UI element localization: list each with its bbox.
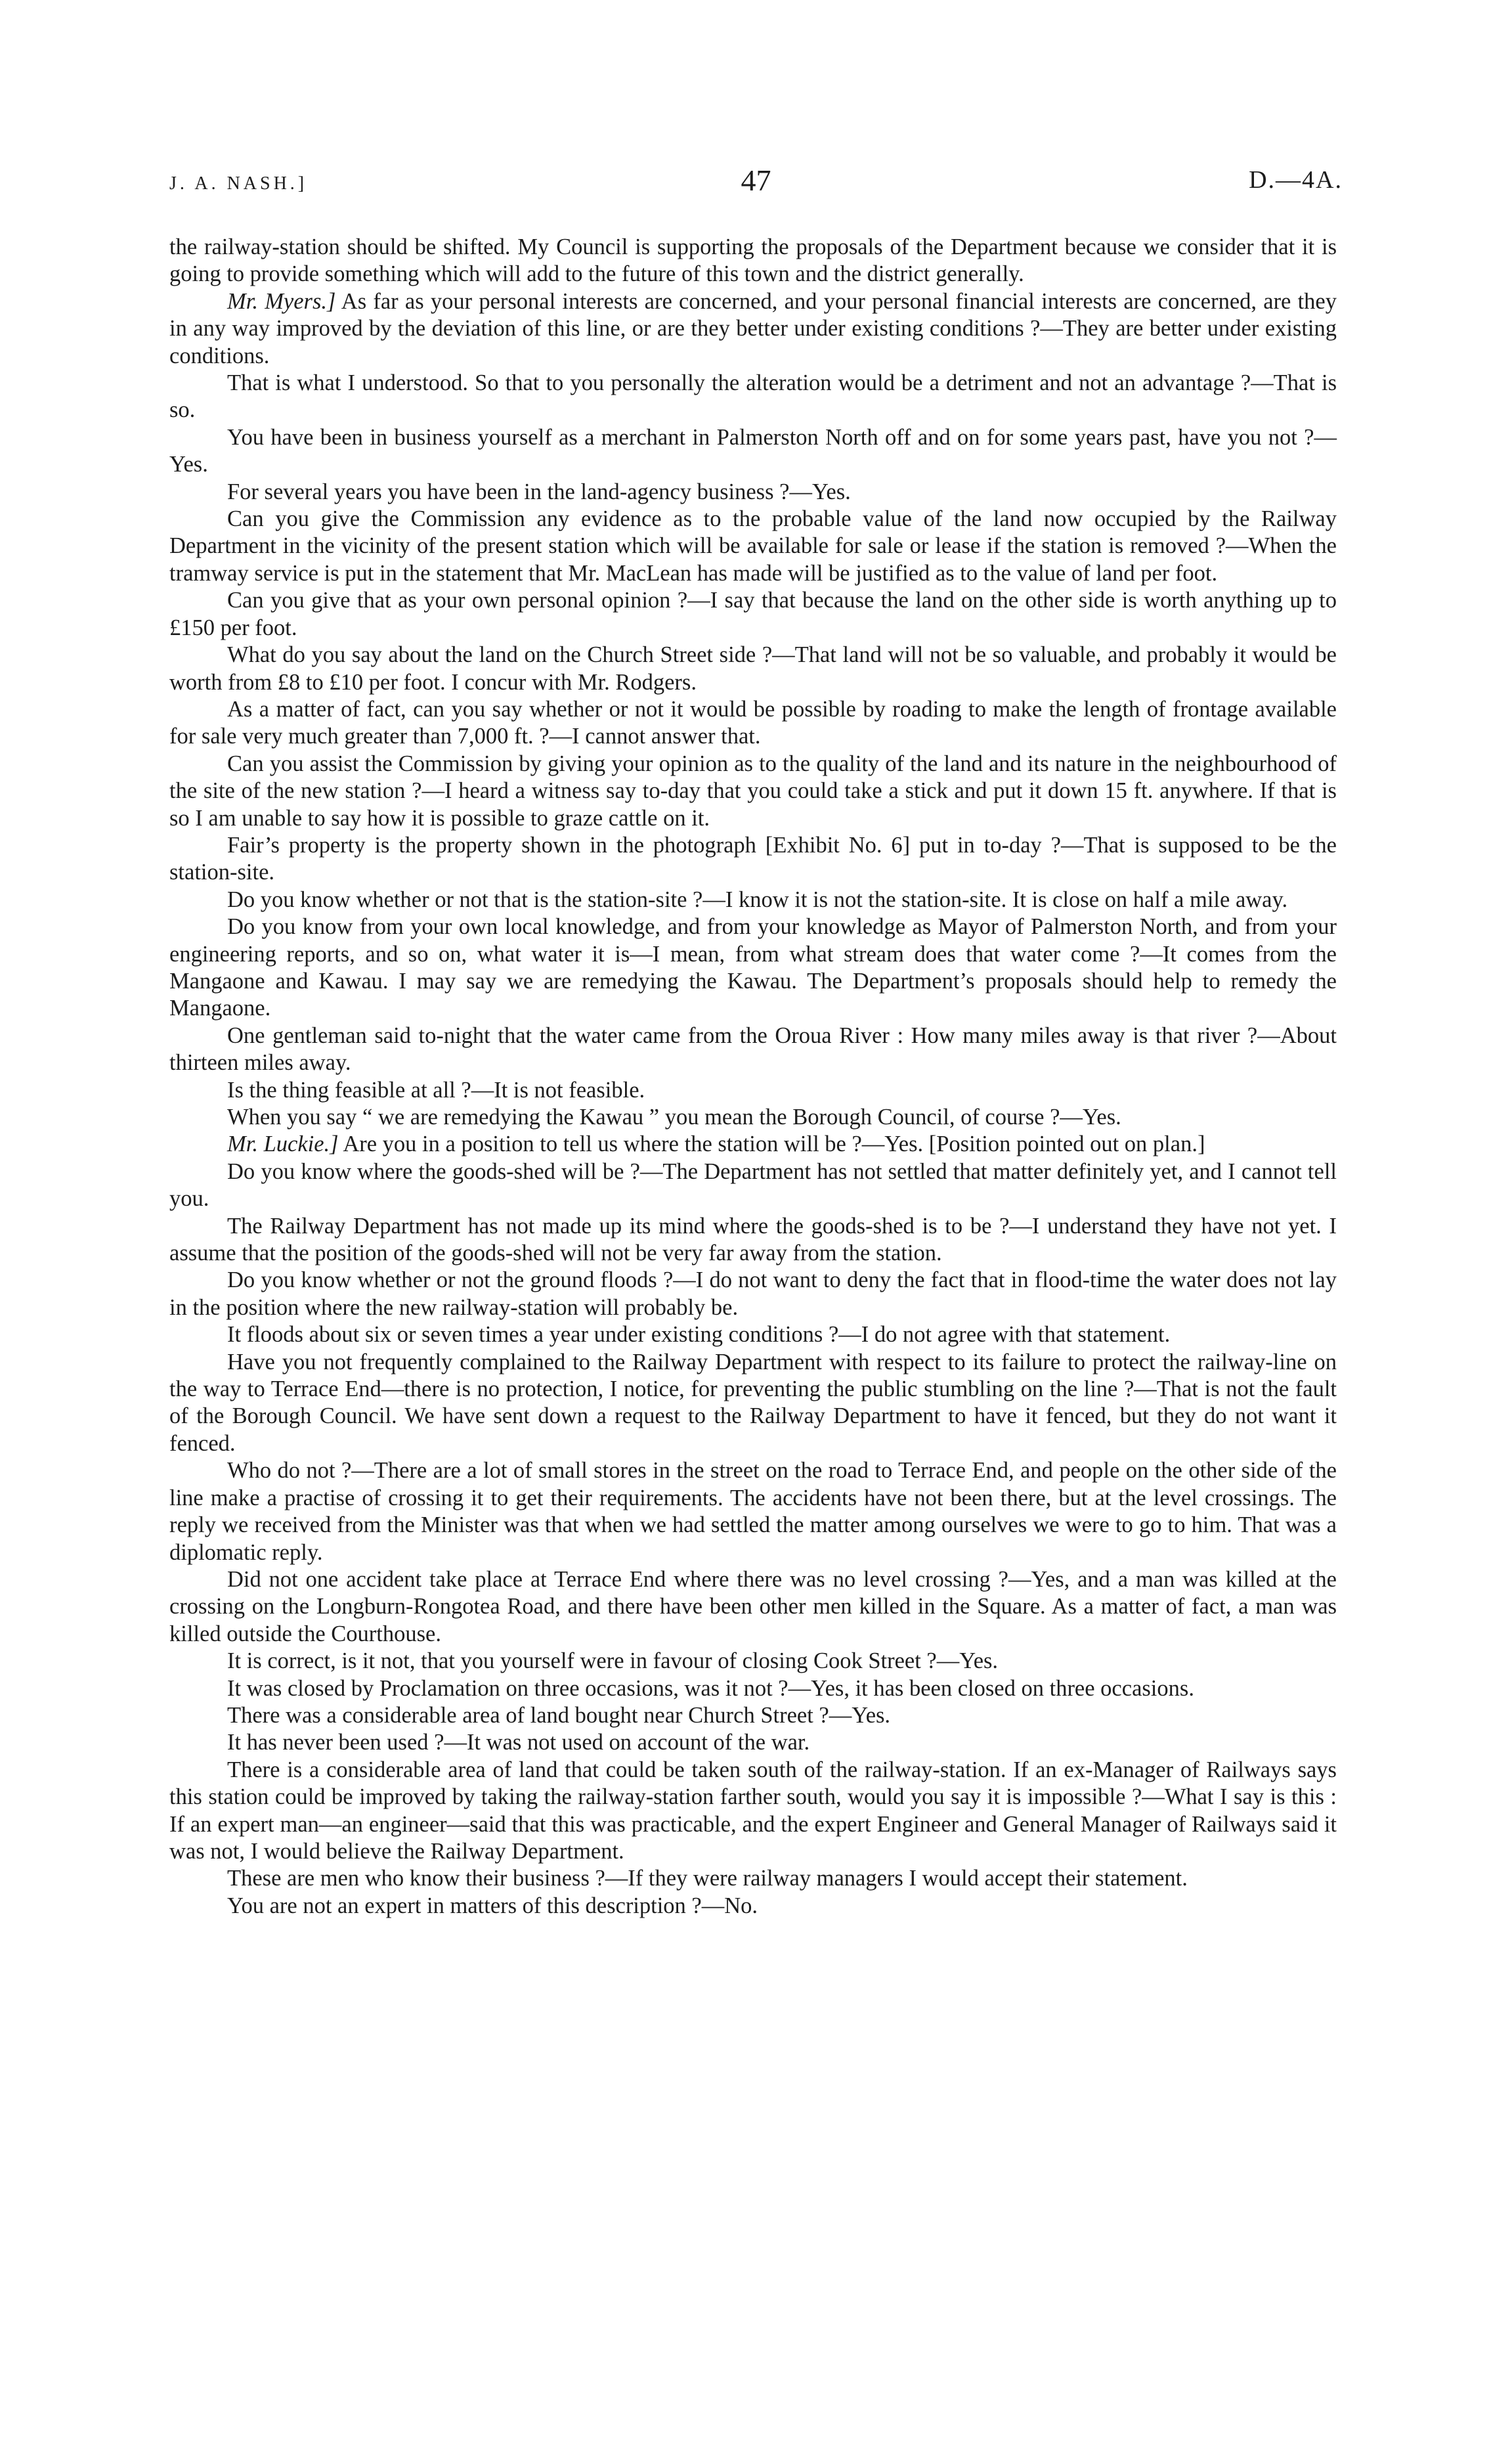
testimony-body bbox=[169, 234, 1337, 1920]
paragraph: Can you assist the Commission by giving your opinion as to the quality of the land and its nature in the neighbourhood of the site of the new station ?—I heard a witness say to-day that you could take a stick and put it down 15 ft. anywhere. If that is so I am unable to say how it is possible to graze cattle on it. bbox=[169, 751, 1337, 831]
paragraph: Can you give that as your own personal opinion ?—I say that because the land on the other side is worth anything up to £150 per foot. bbox=[169, 588, 1337, 640]
paragraph: There is a considerable area of land that could be taken south of the railway-station. If an ex-Manager of Railways says this station could be improved by taking the railway-station farther south, would you say it is impossible ?—What I say is this : If an expert man—an engineer—said that this was practicable, and the expert Engineer and General Manager of Railways said it was not, I would believe the Railway Department. bbox=[169, 1757, 1337, 1864]
speaker-label: Mr. Myers.] bbox=[227, 288, 336, 314]
paragraph: It is correct, is it not, that you yourself were in favour of closing Cook Street ?—Yes. bbox=[227, 1648, 999, 1674]
paragraph: Did not one accident take place at Terrace End where there was no level crossing ?—Yes, and a man was killed at the crossing on the Longburn-Rongotea Road, and there have been other men killed in the Square. As a matter of fact, a man was killed outside the Courthouse. bbox=[169, 1566, 1337, 1646]
paragraph: Do you know where the goods-shed will be ?—The Department has not settled that matter definitely yet, and I cannot tell you. bbox=[169, 1158, 1337, 1212]
paragraph: These are men who know their business ?—If they were railway managers I would accept their statement. bbox=[227, 1866, 1188, 1891]
paragraph: Do you know whether or not that is the station-site ?—I know it is not the station-site. It is close on half a mile away. bbox=[227, 887, 1288, 912]
paragraph: As a matter of fact, can you say whether or not it would be possible by roading to make the length of frontage available for sale very much greater than 7,000 ft. ?—I cannot answer that. bbox=[169, 696, 1337, 749]
paragraph: Do you know from your own local knowledge, and from your knowledge as Mayor of Palmerston North, and from your engineering reports, and so on, what water it is—I mean, from what stream does that water come ?—It comes from the Mangaone and Kawau. I may say we are remedying the Kawau. The Department’s proposals should help to remedy the Mangaone. bbox=[169, 914, 1337, 1021]
paragraph: the railway-station should be shifted. My Council is supporting the proposals of the Department because we consider that it is going to provide something which will add to the future of this town and the district generally. bbox=[169, 234, 1337, 287]
paragraph: It was closed by Proclamation on three occasions, was it not ?—Yes, it has been closed on three occasions. bbox=[227, 1675, 1194, 1701]
paragraph: Mr. Myers.] As far as your personal interests are concerned, and your personal financial interests are concerned, are they in any way improved by the deviation of this line, or are they better under existing conditions ?—They are better under existing conditions. bbox=[169, 288, 1337, 368]
paragraph: When you say “ we are remedying the Kawau ” you mean the Borough Council, of course ?—Yes. bbox=[227, 1105, 1121, 1130]
paragraph: Mr. Luckie.] Are you in a position to tell us where the station will be ?—Yes. [Position pointed out on plan.] bbox=[227, 1132, 1205, 1157]
paragraph: It floods about six or seven times a year under existing conditions ?—I do not agree with that statement. bbox=[227, 1322, 1171, 1348]
paragraph: Can you give the Commission any evidence as to the probable value of the land now occupied by the Railway Department in the vicinity of the present station which will be available for sale or lease if the station is removed ?—When the tramway service is put in the statement that Mr. MacLean has made will be justified as to the value of land per foot. bbox=[169, 506, 1337, 586]
speaker-label: Mr. Luckie.] bbox=[227, 1132, 339, 1157]
paragraph: It has never been used ?—It was not used on account of the war. bbox=[227, 1730, 810, 1755]
paragraph: What do you say about the land on the Church Street side ?—That land will not be so valuable, and probably it would be worth from £8 to £10 per foot. I concur with Mr. Rodgers. bbox=[169, 642, 1337, 695]
witness-name-header: J. A. NASH.] bbox=[169, 173, 308, 194]
paragraph: Fair’s property is the property shown in the photograph [Exhibit No. 6] put in to-day ?—That is supposed to be the station-site. bbox=[169, 832, 1337, 885]
paragraph: You are not an expert in matters of this description ?—No. bbox=[227, 1893, 758, 1918]
page-header bbox=[169, 163, 1343, 202]
paragraph: That is what I understood. So that to you personally the alteration would be a detriment and not an advantage ?—That is so. bbox=[169, 370, 1337, 423]
paragraph: There was a considerable area of land bought near Church Street ?—Yes. bbox=[227, 1702, 891, 1728]
paragraph: Do you know whether or not the ground floods ?—I do not want to deny the fact that in flood-time the water does not lay in the position where the new railway-station will probably be. bbox=[169, 1267, 1337, 1320]
paragraph: For several years you have been in the land-agency business ?—Yes. bbox=[227, 479, 851, 504]
paragraph: Who do not ?—There are a lot of small stores in the street on the road to Terrace End, and people on the other side of the line make a practise of crossing it to get their requirements. The accidents have not been there, but at the level crossings. The reply we received from the Minister was that when we had settled the matter among ourselves we were to go to him. That was a diplomatic reply. bbox=[169, 1458, 1337, 1565]
paragraph: The Railway Department has not made up its mind where the goods-shed is to be ?—I understand they have not yet. I assume that the position of the goods-shed will not be very far away from the station. bbox=[169, 1213, 1337, 1266]
paragraph: One gentleman said to-night that the water came from the Oroua River : How many miles away is that river ?—About thirteen miles away. bbox=[169, 1023, 1337, 1076]
paragraph: Is the thing feasible at all ?—It is not feasible. bbox=[227, 1077, 645, 1103]
paragraph: You have been in business yourself as a merchant in Palmerston North off and on for some years past, have you not ?—Yes. bbox=[169, 424, 1337, 477]
page-number: 47 bbox=[741, 164, 771, 197]
document-reference: D.—4A. bbox=[1249, 166, 1343, 194]
paragraph: Have you not frequently complained to the Railway Department with respect to its failure to protect the railway-line on the way to Terrace End—there is no protection, I notice, for preventing the public stumbling on the line ?—That is not the fault of the Borough Council. We have sent down a request to the Railway Department to have it fenced, but they do not want it fenced. bbox=[169, 1349, 1337, 1456]
